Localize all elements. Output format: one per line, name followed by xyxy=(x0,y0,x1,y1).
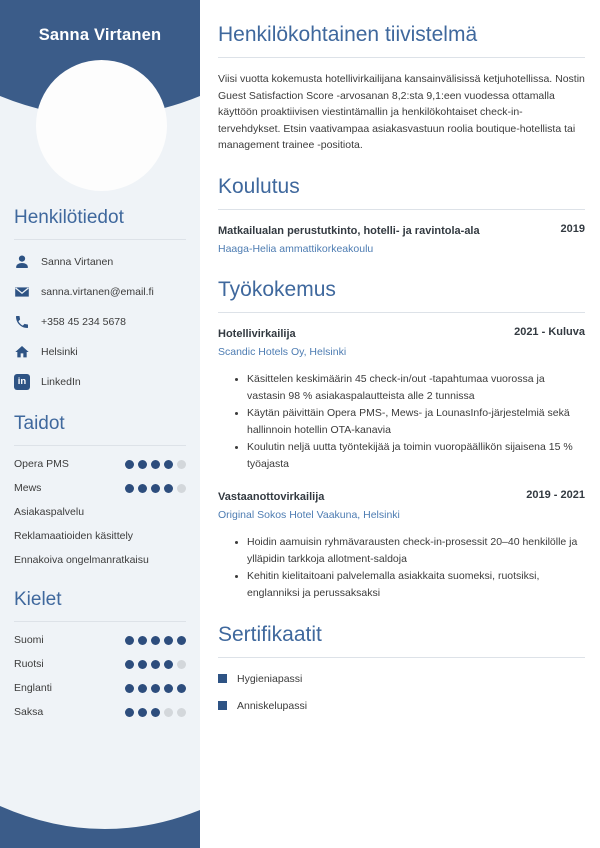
skill-row xyxy=(14,458,186,470)
skill-label: Ennakoiva ongelmanratkaisu xyxy=(14,554,149,566)
bullet-item: • Hoidin aamuisin ryhmävarausten check-in-prosessit 20–40 henkilölle ja ylläpidin tarkkoja allotment-saldoja xyxy=(247,534,585,568)
profile-photo-placeholder xyxy=(36,60,167,191)
contact-email-label: sanna.virtanen@email.fi xyxy=(41,285,154,298)
language-level-dots xyxy=(125,708,186,717)
skill-label: Asiakaspalvelu xyxy=(14,506,85,518)
contact-row-email xyxy=(14,283,186,300)
experience-entry xyxy=(218,326,585,473)
square-bullet-icon xyxy=(218,701,227,710)
contact-phone-label: +358 45 234 5678 xyxy=(41,315,126,328)
sidebar-hero xyxy=(0,0,200,200)
summary-section-title: Henkilökohtainen tiivistelmä xyxy=(218,22,585,58)
candidate-name: Sanna Virtanen xyxy=(38,26,162,44)
certificates-section-title: Sertifikaatit xyxy=(218,622,585,658)
contact-row-linkedin[interactable] xyxy=(14,373,186,390)
contact-location-label: Helsinki xyxy=(41,345,78,358)
envelope-icon xyxy=(14,284,30,300)
contact-row-name xyxy=(14,253,186,270)
languages-section-title: Kielet xyxy=(14,588,186,622)
skill-label: Mews xyxy=(14,482,42,494)
user-icon xyxy=(14,254,30,270)
education-entry xyxy=(218,223,585,257)
education-date: 2019 xyxy=(560,222,585,235)
summary-text: Viisi vuotta kokemusta hotellivirkailijana kansainvälisissä ketjuhotellissa. Nostin Guest Satisfaction Score -arvosanan 8,2:sta 9,1:een vuodessa ottamalla käyttöön proaktiivisen viestintämallin ja henkilökohtaiset check-in-tervehdykset. Etsin vaativampaa asiakasvastuun roolia boutique-hotellista tai management trainee -positiota. xyxy=(218,73,585,151)
language-label: Englanti xyxy=(14,682,52,694)
skill-level-dots xyxy=(125,460,186,469)
contact-row-phone xyxy=(14,313,186,330)
job-company-link[interactable]: Original Sokos Hotel Vaakuna, Helsinki xyxy=(218,508,400,521)
experience-section-title: Työkokemus xyxy=(218,277,585,313)
job-role: Hotellivirkailija xyxy=(218,327,296,340)
certificate-label: Anniskelupassi xyxy=(237,699,308,712)
job-date: 2021 - Kuluva xyxy=(514,325,585,338)
language-level-dots xyxy=(125,684,186,693)
education-degree: Matkailualan perustutkinto, hotelli- ja ravintola-ala xyxy=(218,224,480,237)
bullet-item: • Käsittelen keskimäärin 45 check-in/out -tapahtumaa vuorossa ja vastasin 98 % asiakaspalautteista alle 2 tunnissa xyxy=(247,371,585,405)
language-label: Suomi xyxy=(14,634,44,646)
education-section xyxy=(218,174,585,257)
certificates-section xyxy=(218,622,585,712)
square-bullet-icon xyxy=(218,674,227,683)
summary-section xyxy=(218,22,585,154)
experience-entry xyxy=(218,489,585,602)
contact-row-location xyxy=(14,343,186,360)
language-row xyxy=(14,634,186,646)
certificate-item xyxy=(218,673,585,685)
job-role: Vastaanottovirkailija xyxy=(218,490,325,503)
experience-section xyxy=(218,277,585,602)
skills-section xyxy=(14,412,186,566)
language-label: Ruotsi xyxy=(14,658,44,670)
language-row xyxy=(14,706,186,718)
skill-row xyxy=(14,530,186,542)
skill-row xyxy=(14,554,186,566)
skill-level-dots xyxy=(125,484,186,493)
skill-row xyxy=(14,482,186,494)
skill-label: Reklamaatioiden käsittely xyxy=(14,530,134,542)
linkedin-icon: in xyxy=(14,374,30,390)
language-row xyxy=(14,658,186,670)
language-label: Saksa xyxy=(14,706,44,718)
contact-linkedin-label: LinkedIn xyxy=(41,375,81,388)
education-section-title: Koulutus xyxy=(218,174,585,210)
sidebar xyxy=(0,0,200,848)
main-content xyxy=(200,0,600,848)
job-company-link[interactable]: Scandic Hotels Oy, Helsinki xyxy=(218,345,347,358)
footer-curve-shape xyxy=(0,804,200,848)
job-bullet-list xyxy=(218,371,585,473)
contact-section xyxy=(14,206,186,390)
bullet-item: • Käytän päivittäin Opera PMS-, Mews- ja LounasInfo-järjestelmiä sekä hallinnoin hotellin OTA-kanavia xyxy=(247,405,585,439)
language-level-dots xyxy=(125,636,186,645)
contact-name-label: Sanna Virtanen xyxy=(41,255,114,268)
job-date: 2019 - 2021 xyxy=(526,488,585,501)
language-level-dots xyxy=(125,660,186,669)
job-bullet-list xyxy=(218,534,585,602)
education-school-link[interactable]: Haaga-Helia ammattikorkeakoulu xyxy=(218,242,374,255)
skill-row xyxy=(14,506,186,518)
languages-section xyxy=(14,588,186,718)
certificate-label: Hygieniapassi xyxy=(237,672,303,685)
phone-icon xyxy=(14,314,30,330)
home-icon xyxy=(14,344,30,360)
bullet-item: • Koulutin neljä uutta työntekijää ja toimin vuoropäällikön sijaisena 15 % työajasta xyxy=(247,439,585,473)
skills-section-title: Taidot xyxy=(14,412,186,446)
contact-section-title: Henkilötiedot xyxy=(14,206,186,240)
bullet-item: • Kehitin kielitaitoani palvelemalla asiakkaita suomeksi, ruotsiksi, englanniksi ja perussaksaksi xyxy=(247,568,585,602)
certificate-item xyxy=(218,700,585,712)
skill-label: Opera PMS xyxy=(14,458,69,470)
language-row xyxy=(14,682,186,694)
